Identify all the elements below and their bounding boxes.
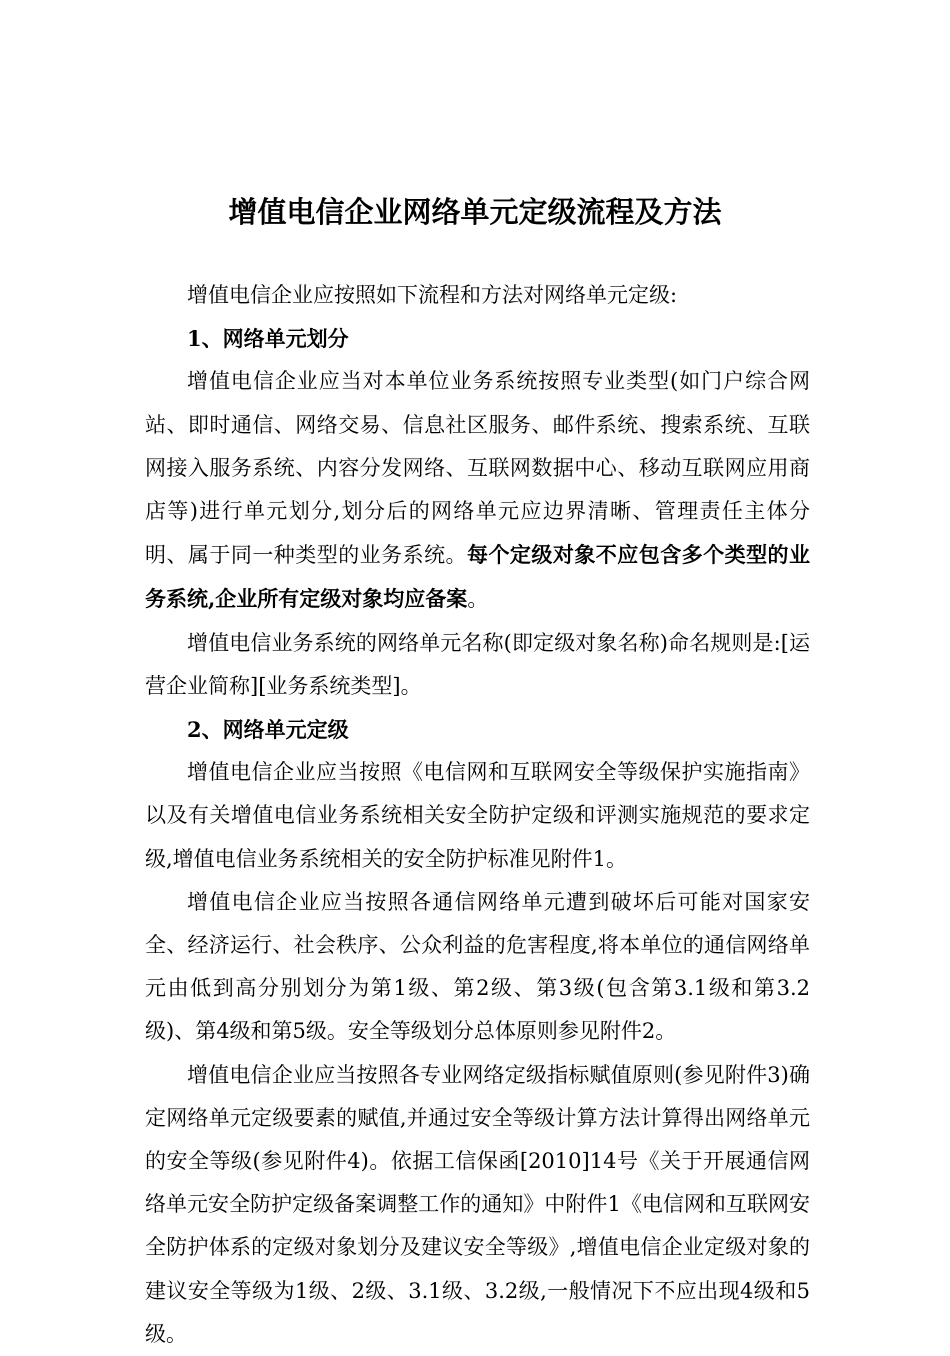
section-1-paragraph-1-end: 。 <box>467 587 489 612</box>
section-2-paragraph-3: 增值电信企业应当按照各专业网络定级指标赋值原则(参见附件3)确定网络单元定级要素的赋值,并通过安全等级计算方法计算得出网络单元的安全等级(参见附件4)。依据工信保函[2010]14号《关于开展通信网络单元安全防护定级备案调整工作的通知》中附件1《电信网和互联网安全防护体系的定级对象划分及建议安全等级》,增值电信企业定级对象的建议安全等级为1级、2级、3.1级、3.2级,一般情况下不应出现4级和5级。 <box>145 1062 810 1346</box>
section-1-paragraph-2: 增值电信业务系统的网络单元名称(即定级对象名称)命名规则是:[运营企业简称][业务系统类型]。 <box>145 630 810 698</box>
section-1-heading: 1、网络单元划分 <box>187 326 349 352</box>
section-1-paragraph-1-text: 增值电信企业应当对本单位业务系统按照专业类型(如门户综合网站、即时通信、网络交易、信息社区服务、邮件系统、搜索系统、互联网接入服务系统、内容分发网络、互联网数据中心、移动互联网应用商店等)进行单元划分,划分后的网络单元应边界清晰、管理责任主体分明、属于同一种类型的业务系统。 <box>145 369 810 568</box>
section-2-paragraph-1: 增值电信企业应当按照《电信网和互联网安全等级保护实施指南》以及有关增值电信业务系统相关安全防护定级和评测实施规范的要求定级,增值电信业务系统相关的安全防护标准见附件1。 <box>145 760 810 871</box>
section-1-paragraph-1 <box>145 360 810 621</box>
section-2-heading: 2、网络单元定级 <box>187 717 349 743</box>
section-2-paragraph-2: 增值电信企业应当按照各通信网络单元遭到破坏后可能对国家安全、经济运行、社会秩序、公众利益的危害程度,将本单位的通信网络单元由低到高分别划分为第1级、第2级、第3级(包含第3.1级和第3.2级)、第4级和第5级。安全等级划分总体原则参见附件2。 <box>145 889 810 1044</box>
intro-paragraph: 增值电信企业应按照如下流程和方法对网络单元定级: <box>187 283 678 307</box>
document-title: 增值电信企业网络单元定级流程及方法 <box>228 195 722 229</box>
document-body <box>145 274 810 1356</box>
section-1-paragraph-1-emphasis: 每个定级对象不应包含多个类型的业务系统,企业所有定级对象均应备案 <box>145 542 810 612</box>
